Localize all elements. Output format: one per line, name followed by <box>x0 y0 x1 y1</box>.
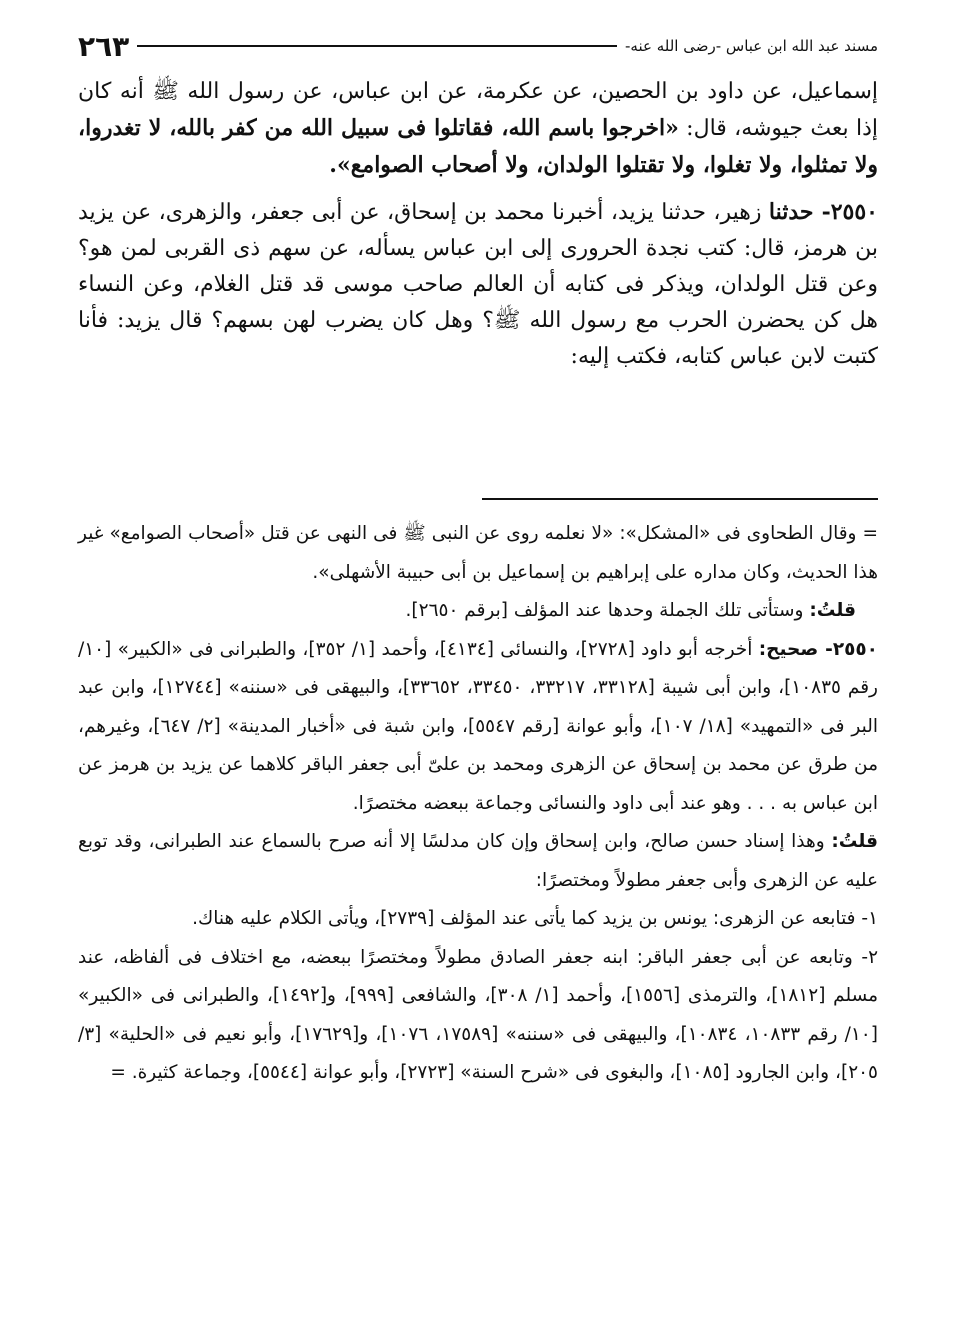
page-number: ٢٦٣ <box>78 29 130 63</box>
takhrij-lead: ٢٥٥٠- صحيح: <box>758 638 878 660</box>
footnote-takhrij <box>78 631 878 824</box>
takhrij-text: أخرجه أبو داود [٢٧٢٨]، والنسائى [٤١٣٤]، وأحمد [١/ ٣٥٢]، والطبرانى فى «الكبير» [١٠/ رقم ١٠٨٣٥]، وابن أبى شيبة [٣٣١٢٨، ٣٣٢١٧، ٣٣٤٥٠، ٣٣٦٥٢]، والبيهقى فى «سننه» [١٢٧٤٤]، وابن عبد البر فى «التمهيد» [١٨/ ١٠٧]، وأبو عوانة [رقم ٥٥٤٧]، وابن شبة فى «أخبار المدينة» [٢/ ٦٤٧]، وغيرهم، من طرق عن محمد بن إسحاق عن الزهرى ومحمد بن علىّ أبى جعفر الباقر كلاهما عن يزيد بن هرمز عن ابن عباس به . . . وهو عند أبى داود والنسائى وجماعة ببعضه مختصرًا. <box>78 638 878 814</box>
footnote-mutaba-1: ١- فتابعه عن الزهرى: يونس بن يزيد كما يأتى عند المؤلف [٢٧٣٩]، ويأتى الكلام عليه هناك. <box>192 908 878 929</box>
hadith-2550-text: زهير، حدثنا يزيد، أخبرنا محمد بن إسحاق، عن أبى جعفر، والزهرى، عن يزيد بن هرمز، قال: كتب نجدة الحرورى إلى ابن عباس يسأله، عن سهم ذى القربى لمن هو؟ وعن قتل الولدان، ويذكر فى كتابه أن العالم صاحب موسى قد قتل الغلام، وعن النساء هل كن يحضرن الحرب مع رسول الله ﷺ؟ وهل كان يضرب لهن بسهم؟ قال يزيد: فأنا كتبت لابن عباس كتابه، فكتب إليه: <box>78 200 878 369</box>
main-text <box>78 74 878 375</box>
para1-text: إسماعيل، عن داود بن الحصين، عن عكرمة، عن ابن عباس، عن رسول الله ﷺ أنه كان إذا بعث جيوشه، قال: <box>78 79 878 141</box>
header-rule <box>137 45 617 47</box>
prophetic-quote: «اخرجوا باسم الله، فقاتلوا فى سبيل الله من كفر بالله، لا تغدروا، ولا تمثلوا، ولا تغلوا، ولا تقتلوا الولدان، ولا أصحاب الصوامع». <box>78 115 878 178</box>
hadith-number: ٢٥٥٠- حدثنا <box>768 199 878 225</box>
grading-lead: قلتُ: <box>831 831 878 852</box>
footnote-grading <box>78 823 878 900</box>
note-text: وستأتى تلك الجملة وحدها عند المؤلف [برقم ٢٦٥٠]. <box>405 600 810 621</box>
footnote-note <box>78 592 878 631</box>
running-title: مسند عبد الله ابن عباس -رضى الله عنه- <box>625 37 878 55</box>
grading-text: وهذا إسناد حسن صالح، وابن إسحاق وإن كان مدلسًا إلا أنه صرح بالسماع عند الطبرانى، وقد توبع عليه عن الزهرى وأبى جعفر مطولاً ومختصرًا: <box>78 831 878 891</box>
footnotes <box>78 515 878 1093</box>
hadith-2550 <box>78 194 878 375</box>
footnote-separator <box>482 498 878 500</box>
footnote-tahawi: = وقال الطحاوى فى «المشكل»: «لا نعلمه روى عن النبى ﷺ فى النهى عن قتل «أصحاب الصوامع» غير هذا الحديث، وكان مداره على إبراهيم بن إسماعيل بن أبى حبيبة الأشهلى». <box>78 523 878 583</box>
page-header <box>78 26 878 66</box>
footnote-mutaba-2: ٢- وتابعه عن أبى جعفر الباقر: ابنه جعفر الصادق مطولاً ومختصرًا ببعضه، مع اختلاف فى ألفاظه، عند مسلم [١٨١٢]، والترمذى [١٥٥٦]، وأحمد [١/ ٣٠٨]، والشافعى [٩٩٩]، و[١٤٩٢]، والطبرانى فى «الكبير» [١٠/ رقم ١٠٨٣٣، ١٠٨٣٤]، والبيهقى فى «سننه» [١٧٥٨٩، ١٠٧٦]، و[١٧٦٢٩]، وأبو نعيم فى «الحلية» [٣/ ٢٠٥]، وابن الجارود [١٠٨٥]، والبغوى فى «شرح السنة» [٢٧٢٣]، وأبو عوانة [٥٥٤٤]، وجماعة كثيرة. = <box>78 946 878 1083</box>
note-lead: قلتُ: <box>809 600 856 621</box>
hadith-2549-ending <box>78 74 878 184</box>
